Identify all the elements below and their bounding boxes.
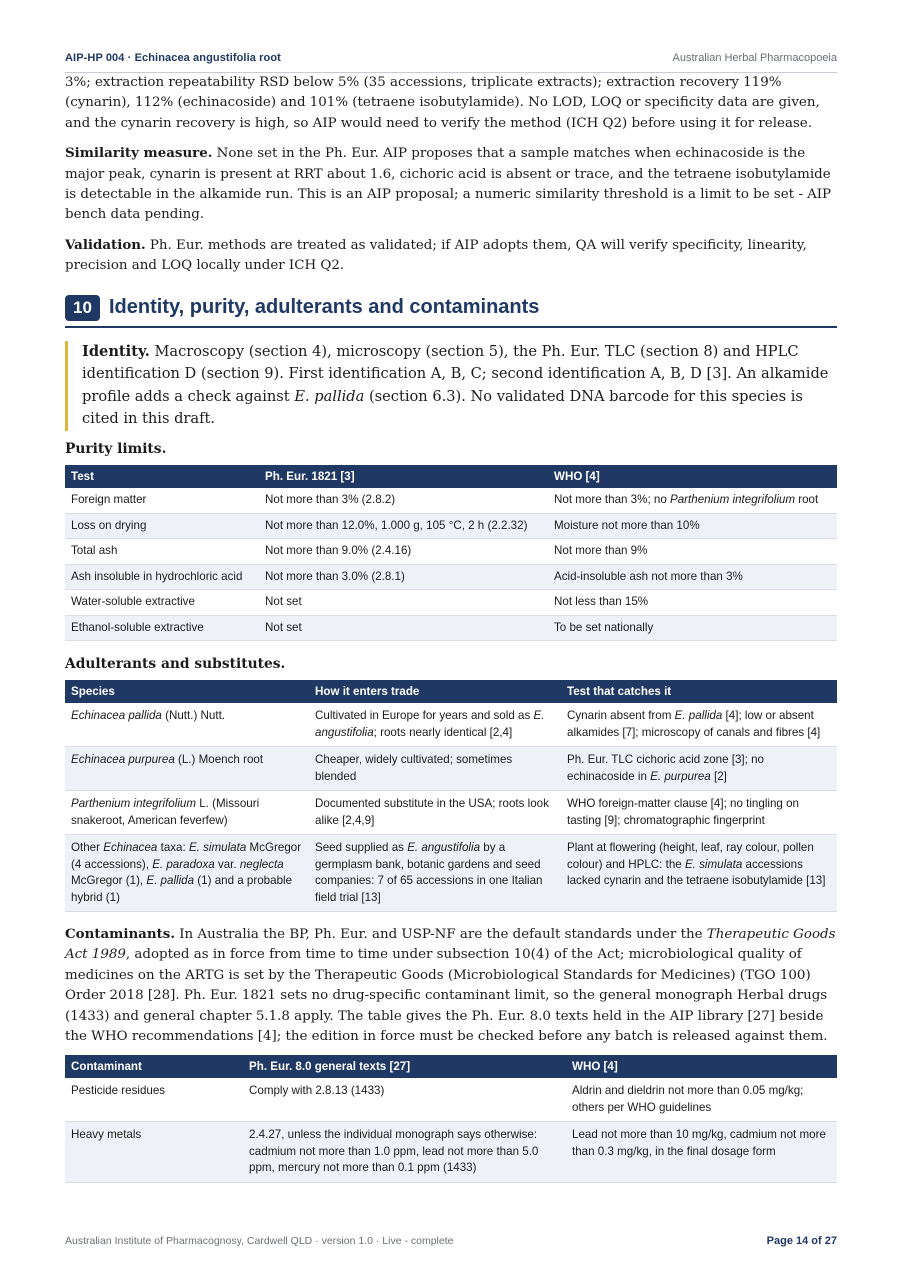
validation-text: Ph. Eur. methods are treated as validated; if AIP adopts them, QA will verify specificity, linearity, precision and LOQ locally under ICH Q2. <box>65 237 807 274</box>
table-row <box>65 1122 837 1183</box>
table-cell: Moisture not more than 10% <box>548 513 837 539</box>
contaminants-label: Contaminants. <box>65 926 175 943</box>
column-header: WHO [4] <box>566 1055 837 1078</box>
table-cell: Lead not more than 10 mg/kg, cadmium not more than 0.3 mg/kg, in the final dosage form <box>566 1122 837 1183</box>
identity-callout <box>65 341 837 431</box>
table-cell <box>548 488 837 513</box>
contaminants-text-b: , adopted as in force from time to time under subsection 10(4) of the Act; microbiological quality of medicines on the ARTG is set by the Therapeutic Goods (Microbiological Standards for Medicines) (TGO 100) Order 2018 [28]. Ph. Eur. 1821 sets no drug-specific contaminant limit, so the general monograph Herbal drugs (1433) and general chapter 5.1.8 apply. The table gives the Ph. Eur. 8.0 texts held in the AIP library [27] beside the WHO recommendations [4]; the edition in force must be checked before any batch is released against them. <box>65 947 828 1045</box>
italic-text: E. paradoxa <box>152 857 215 871</box>
table-row <box>65 1078 837 1122</box>
table-cell <box>309 703 561 747</box>
column-header: Test that catches it <box>561 680 837 703</box>
italic-text: E. simulata <box>684 857 743 871</box>
act-title: Therapeutic Goods Act 1989 <box>65 927 836 963</box>
column-header: Contaminant <box>65 1055 243 1078</box>
identity-text-a: Macroscopy (section 4), microscopy (section 5), the Ph. Eur. TLC (section 8) and HPLC identification D (section 9). First identification A, B, C; second identification A, B, D [3]. An alkamide profile adds a check against <box>82 342 829 405</box>
cell-species: Parthenium integrifolium <box>670 493 796 507</box>
italic-text: E. purpurea <box>650 769 711 783</box>
italic-text: E. simulata <box>188 841 247 855</box>
table-cell: Ethanol-soluble extractive <box>65 615 259 641</box>
section-heading <box>65 293 837 323</box>
table-cell: Not more than 3.0% (2.8.1) <box>259 564 548 590</box>
table-cell: Not less than 15% <box>548 590 837 616</box>
italic-text: Echinacea pallida <box>71 709 162 723</box>
table-row <box>65 791 837 835</box>
table-cell: Not more than 12.0%, 1.000 g, 105 °C, 2 h (2.2.32) <box>259 513 548 539</box>
running-header <box>65 50 837 73</box>
italic-text: E. pallida <box>146 874 195 888</box>
table-cell <box>561 747 837 791</box>
italic-text: Parthenium integrifolium <box>71 797 197 811</box>
table-cell <box>65 791 309 835</box>
cell-text: L. (Missouri snakeroot, American feverfew) <box>71 797 260 827</box>
validation-paragraph <box>65 235 837 277</box>
table-cell <box>561 835 837 912</box>
cell-text: ; roots nearly identical [2,4] <box>373 725 513 739</box>
italic-text: Echinacea purpurea <box>71 753 175 767</box>
table-cell: Loss on drying <box>65 513 259 539</box>
table-cell <box>561 703 837 747</box>
column-header: Ph. Eur. 8.0 general texts [27] <box>243 1055 566 1078</box>
cell-text: (L.) Moench root <box>174 753 264 767</box>
adulterants-heading: Adulterants and substitutes. <box>65 656 286 673</box>
cell-text: McGregor (1), <box>71 874 147 888</box>
column-header: Ph. Eur. 1821 [3] <box>259 465 548 488</box>
table-row <box>65 513 837 539</box>
table-cell <box>65 747 309 791</box>
footer-publisher: Australian Institute of Pharmacognosy, Cardwell QLD · version 1.0 · Live - complete <box>65 1235 454 1247</box>
cell-text: (Nutt.) Nutt. <box>161 709 226 723</box>
table-row <box>65 590 837 616</box>
identity-paragraph <box>82 341 837 431</box>
method-validation-paragraph: 3%; extraction repeatability RSD below 5% (35 accessions, triplicate extracts); extraction recovery 119% (cynarin), 112% (echinacoside) and 101% (tetraene isobutylamide). No LOD, LOQ or specificity data are given, and the cynarin recovery is high, so AIP would need to verify the method (ICH Q2) before using it for release. <box>65 75 820 131</box>
similarity-text: None set in the Ph. Eur. AIP proposes that a sample matches when echinacoside is the major peak, cynarin is present at RRT about 1.6, cichoric acid is absent or trace, and the tetraene isobutylamide is detectable in the alkamide run. This is an AIP proposal; a numeric similarity threshold is a limit to be set - AIP bench data pending. <box>65 146 832 223</box>
cell-text: Seed supplied as <box>315 841 408 855</box>
adulterants-table-body <box>65 703 837 912</box>
identity-label: Identity. <box>82 342 150 360</box>
cell-text: Cultivated in Europe for years and sold as <box>315 709 534 723</box>
table-cell: Not more than 3% (2.8.2) <box>259 488 548 513</box>
section-number-badge: 10 <box>65 295 100 321</box>
column-header: WHO [4] <box>548 465 837 488</box>
cell-text: Cheaper, widely cultivated; sometimes blended <box>315 753 513 783</box>
italic-text: Echinacea <box>103 841 158 855</box>
table-cell: Not set <box>259 615 548 641</box>
similarity-label: Similarity measure. <box>65 145 213 162</box>
section-rule <box>65 326 837 328</box>
table-cell: 2.4.27, unless the individual monograph says otherwise: cadmium not more than 1.0 ppm, lead not more than 5.0 ppm, mercury not more than 0.1 ppm (1433) <box>243 1122 566 1183</box>
contaminants-paragraph <box>65 924 837 1047</box>
cell-text: [4]; low or absent alkamides [7]; microscopy of canals and fibres [4] <box>567 709 821 739</box>
italic-text: E. angustifolia <box>315 709 545 739</box>
adulterants-table <box>65 680 837 912</box>
page-body <box>65 73 837 1183</box>
validation-label: Validation. <box>65 236 146 253</box>
table-cell: Aldrin and dieldrin not more than 0.05 mg/kg; others per WHO guidelines <box>566 1078 837 1122</box>
table-cell: Ash insoluble in hydrochloric acid <box>65 564 259 590</box>
section-title: Identity, purity, adulterants and contaminants <box>109 296 540 319</box>
italic-text: E. angustifolia <box>407 841 481 855</box>
italic-text: neglecta <box>239 857 284 871</box>
cell-text: by a germplasm bank, botanic gardens and seed companies: 7 of 65 accessions in one Italian field trial [13] <box>315 841 543 904</box>
page-number: Page 14 of 27 <box>766 1235 837 1247</box>
purity-header-row <box>65 465 837 488</box>
table-row <box>65 747 837 791</box>
table-cell: Heavy metals <box>65 1122 243 1183</box>
identity-species: E. pallida <box>294 387 365 405</box>
cell-text: [2] <box>710 769 727 783</box>
table-cell: To be set nationally <box>548 615 837 641</box>
identity-text-b: (section 6.3). No validated DNA barcode for this species is cited in this draft. <box>82 387 803 428</box>
table-cell <box>65 835 309 912</box>
table-cell: Water-soluble extractive <box>65 590 259 616</box>
cell-text: root <box>795 493 819 507</box>
table-cell <box>309 747 561 791</box>
column-header: How it enters trade <box>309 680 561 703</box>
italic-text: E. pallida <box>674 709 723 723</box>
publication-name: Australian Herbal Pharmacopoeia <box>672 52 837 64</box>
contaminants-text-a: In Australia the BP, Ph. Eur. and USP-NF are the default standards under the <box>174 927 707 943</box>
cell-text: accessions lacked cynarin and the tetraene isobutylamide [13] <box>567 857 826 888</box>
table-cell: Not set <box>259 590 548 616</box>
cell-text: Documented substitute in the USA; roots look alike [2,4,9] <box>315 797 549 827</box>
table-cell <box>309 791 561 835</box>
cell-text: Plant at flowering (height, leaf, ray colour, pollen colour) and HPLC: the <box>567 841 814 871</box>
cell-text: Ph. Eur. TLC cichoric acid zone [3]; no echinacoside in <box>567 753 764 783</box>
table-cell: Foreign matter <box>65 488 259 513</box>
cell-text: (1) and a probable hybrid (1) <box>71 874 293 904</box>
table-cell: Comply with 2.8.13 (1433) <box>243 1078 566 1122</box>
table-cell <box>561 791 837 835</box>
table-row <box>65 703 837 747</box>
column-header: Species <box>65 680 309 703</box>
adulterants-header-row <box>65 680 837 703</box>
purity-heading: Purity limits. <box>65 441 167 458</box>
contaminants-header-row <box>65 1055 837 1078</box>
table-cell <box>65 703 309 747</box>
table-row <box>65 615 837 641</box>
table-row <box>65 488 837 513</box>
similarity-measure-paragraph <box>65 143 837 226</box>
table-row <box>65 564 837 590</box>
cell-text: WHO foreign-matter clause [4]; no tingling on tasting [9]; chromatographic fingerprint <box>567 797 799 827</box>
purity-table <box>65 465 837 641</box>
table-cell: Total ash <box>65 539 259 565</box>
table-cell: Acid-insoluble ash not more than 3% <box>548 564 837 590</box>
table-cell: Pesticide residues <box>65 1078 243 1122</box>
cell-text: Not more than 3%; no <box>554 493 670 507</box>
column-header: Test <box>65 465 259 488</box>
document-code: AIP-HP 004 · Echinacea angustifolia root <box>65 52 281 64</box>
cell-text: Other <box>71 841 104 855</box>
cell-text: var. <box>214 857 240 871</box>
table-cell <box>309 835 561 912</box>
table-row <box>65 539 837 565</box>
table-row <box>65 835 837 912</box>
cell-text: McGregor (4 accessions), <box>71 841 302 871</box>
contaminants-table <box>65 1055 837 1183</box>
cell-text: taxa: <box>157 841 189 855</box>
cell-text: Cynarin absent from <box>567 709 675 723</box>
table-cell: Not more than 9.0% (2.4.16) <box>259 539 548 565</box>
table-cell: Not more than 9% <box>548 539 837 565</box>
